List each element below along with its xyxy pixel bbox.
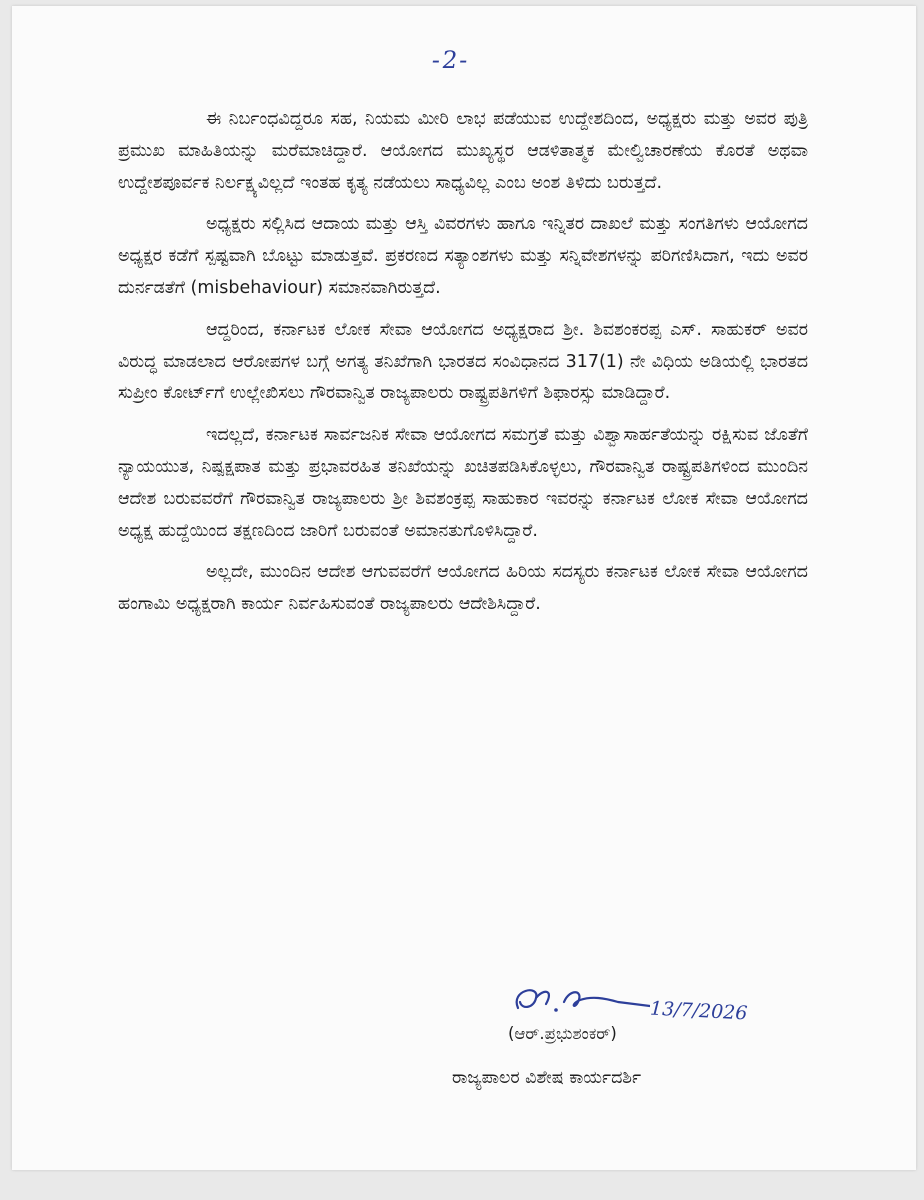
page-number: -2- <box>430 46 472 74</box>
paragraph-5: ಅಲ್ಲದೇ, ಮುಂದಿನ ಆದೇಶ ಆಗುವವರೆಗೆ ಆಯೋಗದ ಹಿರಿಯ ಸದಸ್ಯರು ಕರ್ನಾಟಕ ಲೋಕ ಸೇವಾ ಆಯೋಗದ ಹಂಗಾಮಿ ಅಧ್ಯಕ್ಷರಾಗಿ ಕಾರ್ಯ ನಿರ್ವಹಿಸುವಂತೆ ರಾಜ್ಯಪಾಲರು ಆದೇಶಿಸಿದ್ದಾರೆ. <box>118 562 808 615</box>
signature-date: 13/7/2026 <box>649 997 748 1025</box>
paragraph-1: ಈ ನಿರ್ಬಂಧವಿದ್ದರೂ ಸಹ, ನಿಯಮ ಮೀರಿ ಲಾಭ ಪಡೆಯುವ ಉದ್ದೇಶದಿಂದ, ಅಧ್ಯಕ್ಷರು ಮತ್ತು ಅವರ ಪುತ್ರಿ ಪ್ರಮುಖ ಮಾಹಿತಿಯನ್ನು ಮರೆಮಾಚಿದ್ದಾರೆ. ಆಯೋಗದ ಮುಖ್ಯಸ್ಥರ ಆಡಳಿತಾತ್ಮಕ ಮೇಲ್ವಿಚಾರಣೆಯ ಕೊರತೆ ಅಥವಾ ಉದ್ದೇಶಪೂರ್ವಕ ನಿರ್ಲಕ್ಷ್ಯವಿಲ್ಲದೆ ಇಂತಹ ಕೃತ್ಯ ನಡೆಯಲು ಸಾಧ್ಯವಿಲ್ಲ ಎಂಬ ಅಂಶ ತಿಳಿದು ಬರುತ್ತದೆ. <box>118 109 808 193</box>
signatory-designation: ರಾಜ್ಯಪಾಲರ ವಿಶೇಷ ಕಾರ್ಯದರ್ಶಿ <box>452 1068 642 1088</box>
paragraph-4: ಇದಲ್ಲದೆ, ಕರ್ನಾಟಕ ಸಾರ್ವಜನಿಕ ಸೇವಾ ಆಯೋಗದ ಸಮಗ್ರತೆ ಮತ್ತು ವಿಶ್ವಾಸಾರ್ಹತೆಯನ್ನು ರಕ್ಷಿಸುವ ಜೊತೆಗೆ ನ್ಯಾಯಯುತ, ನಿಷ್ಪಕ್ಷಪಾತ ಮತ್ತು ಪ್ರಭಾವರಹಿತ ತನಿಖೆಯನ್ನು ಖಚಿತಪಡಿಸಿಕೊಳ್ಳಲು, ಗೌರವಾನ್ವಿತ ರಾಷ್ಟ್ರಪತಿಗಳಿಂದ ಮುಂದಿನ ಆದೇಶ ಬರುವವರೆಗೆ ಗೌರವಾನ್ವಿತ ರಾಜ್ಯಪಾಲರು ಶ್ರೀ ಶಿವಶಂಕ್ರಪ್ಪ ಸಾಹುಕಾರ ಇವರನ್ನು ಕರ್ನಾಟಕ ಲೋಕ ಸೇವಾ ಆಯೋಗದ ಅಧ್ಯಕ್ಷ ಹುದ್ದೆಯಿಂದ ತಕ್ಷಣದಿಂದ ಜಾರಿಗೆ ಬರುವಂತೆ ಅಮಾನತುಗೊಳಿಸಿದ್ದಾರೆ. <box>118 425 808 541</box>
document-page <box>12 6 916 1170</box>
signatory-name: (ಆರ್.ಪ್ರಭುಶಂಕರ್) <box>508 1024 617 1043</box>
signature-block <box>500 980 748 1025</box>
letter-body <box>118 104 808 621</box>
paragraph-3: ಆದ್ದರಿಂದ, ಕರ್ನಾಟಕ ಲೋಕ ಸೇವಾ ಆಯೋಗದ ಅಧ್ಯಕ್ಷರಾದ ಶ್ರೀ. ಶಿವಶಂಕರಪ್ಪ ಎಸ್. ಸಾಹುಕರ್ ಅವರ ವಿರುದ್ಧ ಮಾಡಲಾದ ಆರೋಪಗಳ ಬಗ್ಗೆ ಅಗತ್ಯ ತನಿಖೆಗಾಗಿ ಭಾರತದ ಸಂವಿಧಾನದ 317(1) ನೇ ವಿಧಿಯ ಅಡಿಯಲ್ಲಿ ಭಾರತದ ಸುಪ್ರೀಂ ಕೋರ್ಟ್‌ಗೆ ಉಲ್ಲೇಖಿಸಲು ಗೌರವಾನ್ವಿತ ರಾಜ್ಯಪಾಲರು ರಾಷ್ಟ್ರಪತಿಗಳಿಗೆ ಶಿಫಾರಸ್ಸು ಮಾಡಿದ್ದಾರೆ. <box>118 319 808 404</box>
handwritten-signature <box>500 980 650 1024</box>
paragraph-2: ಅಧ್ಯಕ್ಷರು ಸಲ್ಲಿಸಿದ ಆದಾಯ ಮತ್ತು ಆಸ್ತಿ ವಿವರಗಳು ಹಾಗೂ ಇನ್ನಿತರ ದಾಖಲೆ ಮತ್ತು ಸಂಗತಿಗಳು ಆಯೋಗದ ಅಧ್ಯಕ್ಷರ ಕಡೆಗೆ ಸ್ಪಷ್ಟವಾಗಿ ಬೊಟ್ಟು ಮಾಡುತ್ತವೆ. ಪ್ರಕರಣದ ಸತ್ಯಾಂಶಗಳು ಮತ್ತು ಸನ್ನಿವೇಶಗಳನ್ನು ಪರಿಗಣಿಸಿದಾಗ, ಇದು ಅವರ ದುರ್ನಡತೆಗೆ (misbehaviour) ಸಮಾನವಾಗಿರುತ್ತದೆ. <box>118 214 808 298</box>
